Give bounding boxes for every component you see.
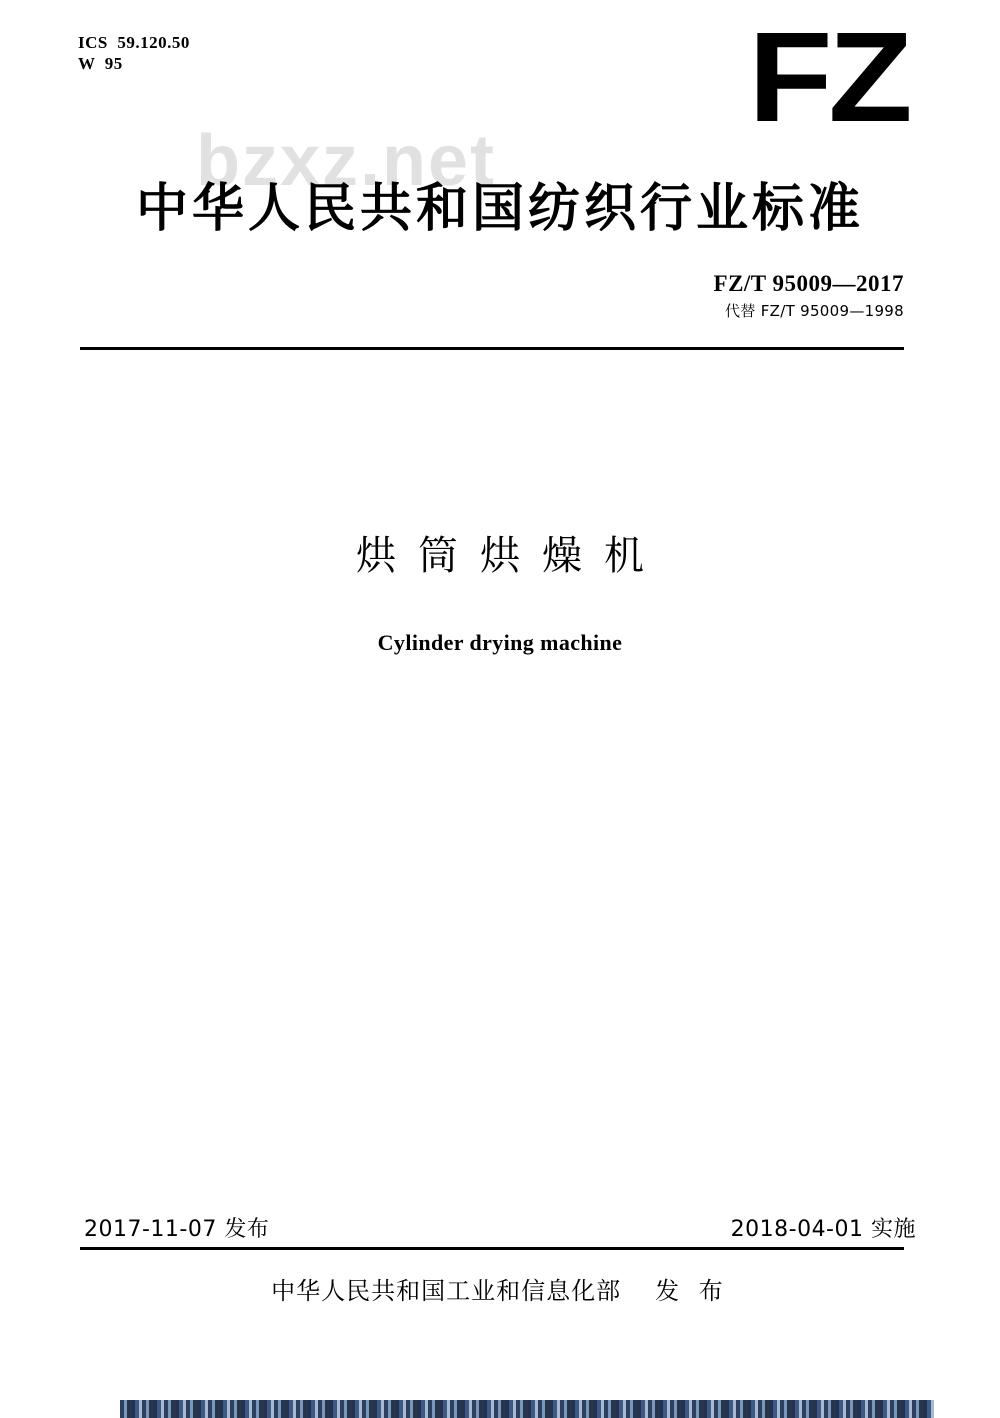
strip-right-cap — [934, 1400, 1000, 1418]
publisher-verb: 发 布 — [655, 1277, 729, 1305]
header-divider — [80, 347, 904, 350]
watermark-text: bzxz.net — [196, 121, 497, 201]
fz-emblem: FZ — [747, 6, 908, 149]
classification-codes — [78, 32, 190, 74]
footer-divider — [80, 1247, 904, 1250]
document-title-en: Cylinder drying machine — [377, 630, 623, 655]
issue-date: 2017-11-07 发布 — [84, 1217, 270, 1242]
ics-code: ICS 59.120.50 — [78, 33, 190, 52]
replaces-standard: 代替 FZ/T 95009—1998 — [725, 302, 904, 320]
publisher-name: 中华人民共和国工业和信息化部 — [271, 1277, 622, 1305]
publisher-line — [96, 1274, 904, 1308]
standard-heading: 中华人民共和国纺织行业标准 — [135, 179, 864, 239]
standard-number-block — [714, 270, 904, 322]
effective-date: 2018-04-01 实施 — [730, 1217, 916, 1242]
strip-left-cap — [0, 1400, 120, 1418]
standard-number: FZ/T 95009—2017 — [713, 271, 904, 296]
document-title-cn: 烘筒烘燥机 — [356, 533, 666, 579]
chinese-classification-code: W 95 — [78, 54, 123, 73]
decorative-bottom-strip — [0, 1400, 1000, 1418]
